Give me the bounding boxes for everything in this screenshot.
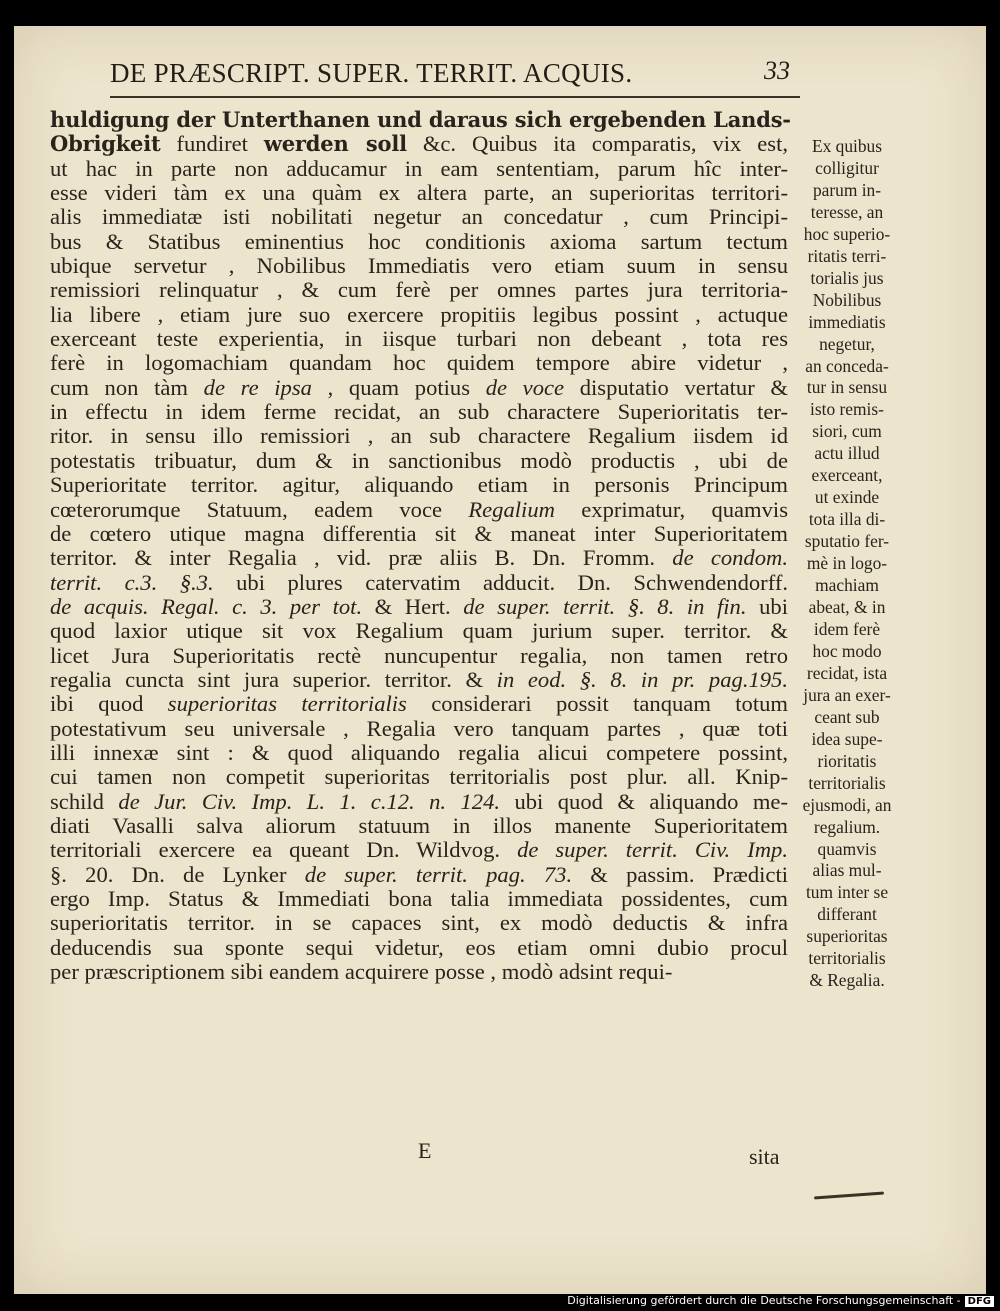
body-line: ritor. in sensu illo remissiori , an sub charactere Regalium iisdem id xyxy=(50,423,788,449)
body-line: ferè in logomachiam quandam hoc quidem tempore abire videtur , xyxy=(50,350,788,376)
body-line: licet Jura Superioritatis rectè nuncupentur regalia, non tamen retro xyxy=(50,642,788,668)
body-line: per præscriptionem sibi eandem acquirere posse , modò adsint requi- xyxy=(50,959,673,985)
margin-note-line: differant xyxy=(817,904,877,925)
margin-note-line: hoc modo xyxy=(812,640,882,661)
margin-note-line: exerceant, xyxy=(811,465,883,486)
margin-note-line: hoc superio- xyxy=(803,223,891,244)
dfg-logo: DFG xyxy=(965,1296,994,1307)
margin-note-line: rioritatis xyxy=(817,750,877,771)
margin-note-line: teresse, an xyxy=(810,201,884,222)
margin-note-line: territorialis xyxy=(808,948,886,969)
margin-note-line: regalium. xyxy=(813,816,881,837)
margin-note-line: tota illa di- xyxy=(808,509,886,530)
body-line: superioritatis territor. in se capaces sint, ex modò deductis & infra xyxy=(50,910,788,936)
margin-note-line: recidat, ista xyxy=(806,662,888,683)
margin-note-line: territorialis xyxy=(808,772,886,793)
body-line: ubique servetur , Nobilibus Immediatis vero etiam suum in sensu xyxy=(50,253,788,279)
margin-note-line: & Regalia. xyxy=(809,970,885,991)
body-line: deducendis sua sponte sequi videtur, eos etiam omni dubio procul xyxy=(50,934,788,960)
body-line: ergo Imp. Status & Immediati bona talia immediata possidentes, cum xyxy=(50,886,788,911)
body-line: potestativum seu universale , Regalia vero tanquam partes , quæ toti xyxy=(50,715,788,741)
body-line: potestatis tribuatur, dum & in sanctionibus modò productis , ubi de xyxy=(50,447,788,473)
body-line: territor. & inter Regalia , vid. præ aliis B. Dn. Fromm. de condom. xyxy=(50,545,788,571)
margin-note-line: ritatis terri- xyxy=(807,245,887,266)
body-line: bus & Statibus eminentius hoc conditionis axioma sartum tectum xyxy=(50,228,788,254)
body-line: huldigung der Unterthanen und daraus sich ergebenden Lands- xyxy=(50,107,791,132)
body-line: alis immediatæ isti nobilitati negetur an concedatur , cum Principi- xyxy=(50,204,788,230)
margin-note-line: quamvis xyxy=(817,838,877,859)
body-line: lia libere , etiam jure suo exercere propitiis legibus possint , actuque xyxy=(50,301,788,327)
body-line: quod laxior utique sit vox Regalium quam jurium super. territor. & xyxy=(50,618,788,644)
body-line: ibi quod superioritas territorialis considerari possit tanquam totum xyxy=(50,691,788,717)
body-line: de acquis. Regal. c. 3. per tot. & Hert. de super. territ. §. 8. in fin. ubi xyxy=(50,593,788,619)
body-line: cui tamen non competit superioritas territorialis post plur. all. Knip- xyxy=(50,764,788,790)
margin-note-line: negetur, xyxy=(819,333,875,354)
margin-note-line: Ex quibus xyxy=(811,136,883,156)
margin-note-line: machiam xyxy=(815,575,879,596)
body-line: remissiori relinquatur , & cum ferè per omnes partes jura territoria- xyxy=(50,277,788,303)
margin-note-line: colligitur xyxy=(815,157,879,178)
margin-note-line: parum in- xyxy=(812,179,882,200)
margin-note-line: superioritas xyxy=(806,926,888,947)
body-line: territoriali exercere ea queant Dn. Wildvog. de super. territ. Civ. Imp. xyxy=(50,837,788,863)
body-line: Obrigkeit fundiret werden soll &c. Quibus ita comparatis, vix est, xyxy=(50,131,788,157)
margin-note-line: abeat, & in xyxy=(808,597,886,618)
body-line: esse videri tàm ex una quàm ex altera parte, an superioritas territori- xyxy=(50,180,788,206)
margin-note-line: torialis jus xyxy=(810,267,884,288)
margin-note-line: sputatio fer- xyxy=(804,531,890,552)
body-text xyxy=(50,107,791,985)
margin-note-line: ejusmodi, an xyxy=(802,794,892,815)
margin-note-line: alias mul- xyxy=(812,860,882,881)
body-line: ut hac in parte non adducamur in eam sententiam, parum hîc inter- xyxy=(50,155,788,181)
body-line: territ. c.3. §.3. ubi plures catervatim adducit. Dn. Schwendendorff. xyxy=(50,569,788,595)
body-line: de cœtero utique magna differentia sit & maneat inter Superioritatem xyxy=(50,520,788,546)
margin-note-line: siori, cum xyxy=(812,421,882,442)
margin-note-line: idem ferè xyxy=(813,618,881,639)
body-line: Superioritate territor. agitur, aliquando etiam in personis Principum xyxy=(50,472,788,498)
margin-note-line: ceant sub xyxy=(814,706,880,727)
book-page xyxy=(14,26,986,1294)
body-line: illi innexæ sint : & quod aliquando regalia alicui competere possint, xyxy=(50,739,788,765)
margin-note-line: tum inter se xyxy=(805,882,889,903)
body-line: diati Vasalli salva aliorum statuum in illos manente Superioritatem xyxy=(50,812,788,838)
body-line: in effectu in idem ferme recidat, an sub charactere Superioritatis ter- xyxy=(50,399,788,425)
footer-text: Digitalisierung gefördert durch die Deutsche Forschungsgemeinschaft - xyxy=(567,1294,961,1307)
body-line: cum non tàm de re ipsa , quam potius de voce disputatio vertatur & xyxy=(50,374,788,400)
margin-note xyxy=(788,136,906,992)
margin-note-line: mè in logo- xyxy=(806,553,888,574)
margin-note-line: ut exinde xyxy=(814,487,880,508)
margin-note-line: jura an exer- xyxy=(803,684,891,705)
body-line: schild de Jur. Civ. Imp. L. 1. c.12. n. 124. ubi quod & aliquando me- xyxy=(50,788,788,814)
page-number: 33 xyxy=(764,56,790,85)
body-line: regalia cuncta sint jura superior. territor. & in eod. §. 8. in pr. pag.195. xyxy=(50,666,789,692)
footer xyxy=(567,1294,994,1307)
catchword: sita xyxy=(749,1144,780,1169)
running-header xyxy=(110,56,800,98)
margin-note-line: tur in sensu xyxy=(806,377,888,398)
margin-note-line: an conceda- xyxy=(805,355,889,376)
margin-note-line: isto remis- xyxy=(810,399,884,420)
running-title: DE PRÆSCRIPT. SUPER. TERRIT. ACQUIS. xyxy=(110,58,633,88)
margin-note-line: Nobilibus xyxy=(812,289,882,310)
margin-note-line: actu illud xyxy=(814,443,880,464)
margin-note-line: immediatis xyxy=(808,311,886,332)
ink-mark xyxy=(814,1192,884,1200)
body-line: cœterorumque Statuum, eadem voce Regalium exprimatur, quamvis xyxy=(50,496,789,522)
body-line: §. 20. Dn. de Lynker de super. territ. pag. 73. & passim. Prædicti xyxy=(50,861,788,887)
signature-mark: E xyxy=(418,1138,432,1163)
body-line: exerceant teste experientia, in iisque turbari non debeant , tota res xyxy=(50,326,788,352)
margin-note-line: idea supe- xyxy=(811,728,883,749)
